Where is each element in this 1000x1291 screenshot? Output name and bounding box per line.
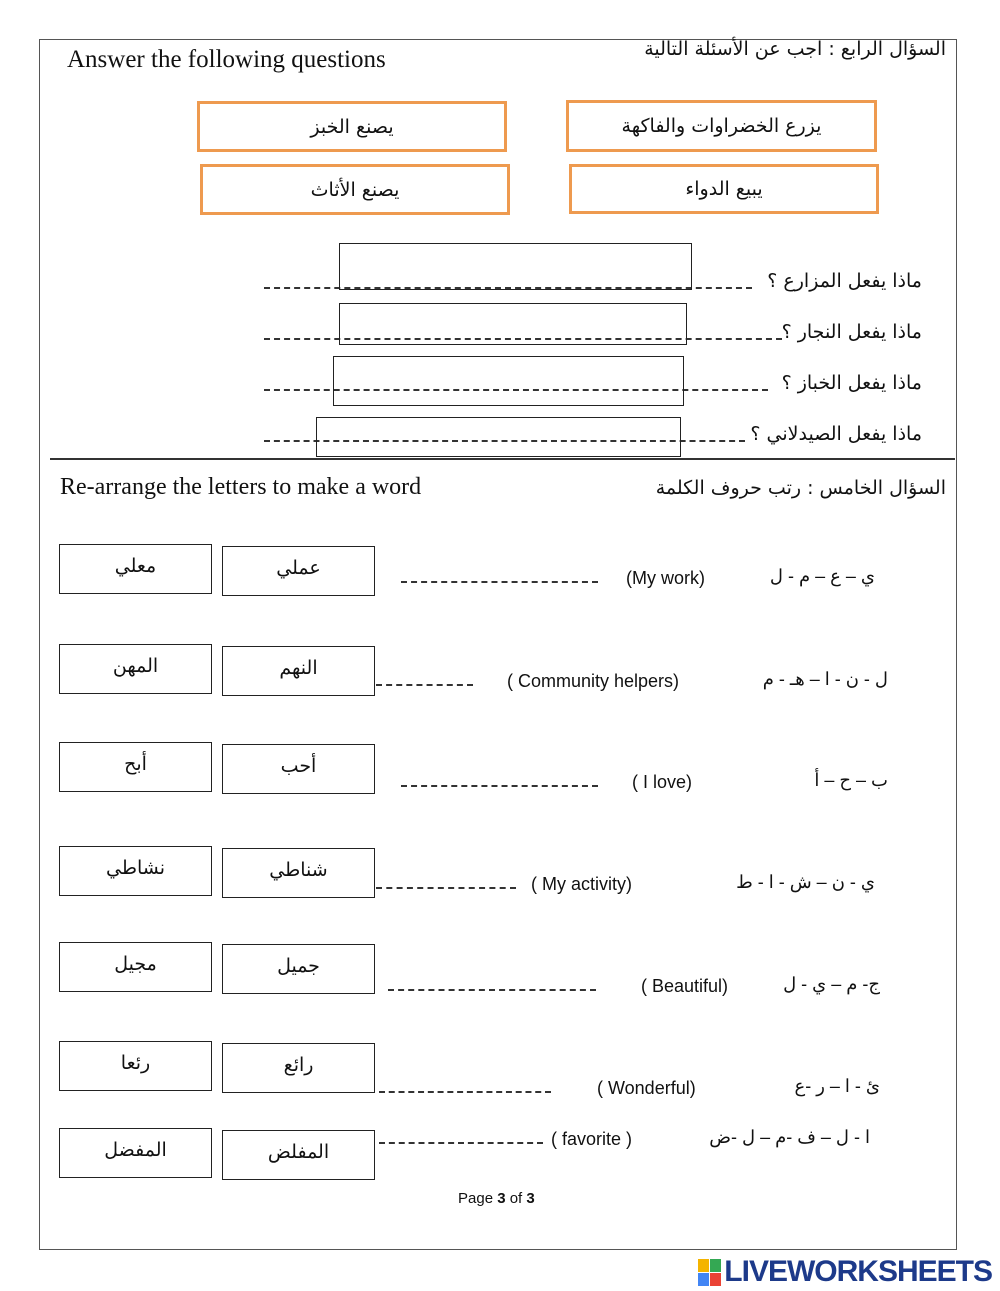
choice-b-5[interactable]: مجيل <box>59 942 212 992</box>
meaning-7: ( favorite ) <box>551 1129 633 1149</box>
answer-drop-box-1[interactable] <box>339 243 692 290</box>
page-of: of <box>505 1190 527 1207</box>
choice-b-2[interactable]: المهن <box>59 644 212 694</box>
page-current: 3 <box>497 1190 506 1207</box>
choice-a-5[interactable]: جميل <box>222 944 375 994</box>
answer-line-q5-5 <box>388 989 596 991</box>
answer-line-q5-6 <box>379 1091 551 1093</box>
logo-icon <box>698 1259 721 1286</box>
choice-b-7[interactable]: المفضل <box>59 1128 212 1178</box>
scrambled-letters-2: ل - ن - ا – هـ - م <box>762 669 888 689</box>
meaning-6: ( Wonderful) <box>597 1078 696 1098</box>
choice-a-6[interactable]: رائع <box>222 1043 375 1093</box>
answer-line-q5-1 <box>401 581 598 583</box>
choice-b-4[interactable]: نشاطي <box>59 846 212 896</box>
answer-line-q5-2 <box>376 684 473 686</box>
answer-line-q5-4 <box>376 887 516 889</box>
scrambled-letters-3: ب – ح – أ <box>814 770 888 790</box>
choice-b-6[interactable]: رئعا <box>59 1041 212 1091</box>
choice-a-2[interactable]: النهم <box>222 646 375 696</box>
scrambled-letters-4: ي - ن – ش - ا - ط <box>736 872 875 892</box>
question-3: ماذا يفعل الخباز ؟ <box>781 372 922 394</box>
scrambled-letters-1: ي – ع – م - ل <box>769 566 875 586</box>
q4-title-en: Answer the following questions <box>67 46 386 73</box>
section-divider <box>50 458 955 460</box>
option-pharmacist[interactable]: يبيع الدواء <box>569 164 879 214</box>
logo-text: LIVEWORKSHEETS <box>724 1255 992 1288</box>
option-baker[interactable]: يصنع الخبز <box>197 101 507 152</box>
question-4: ماذا يفعل الصيدلاني ؟ <box>750 423 922 445</box>
scrambled-letters-5: ج- م – ي - ل <box>783 974 880 994</box>
page-total: 3 <box>526 1190 535 1207</box>
liveworksheets-logo <box>698 1255 992 1289</box>
scrambled-letters-6: ئ - ا – ر -ع <box>794 1076 880 1096</box>
choice-a-4[interactable]: شناطي <box>222 848 375 898</box>
choice-a-7[interactable]: المفلض <box>222 1130 375 1180</box>
q5-title-en: Re-arrange the letters to make a word <box>60 474 422 500</box>
question-1: ماذا يفعل المزارع ؟ <box>767 270 922 292</box>
answer-line-q5-7 <box>379 1142 543 1144</box>
page-number <box>458 1190 535 1207</box>
answer-drop-box-3[interactable] <box>333 356 684 406</box>
answer-line-q5-3 <box>401 785 598 787</box>
question-2: ماذا يفعل النجار ؟ <box>781 321 922 343</box>
choice-a-3[interactable]: أحب <box>222 744 375 794</box>
choice-a-1[interactable]: عملي <box>222 546 375 596</box>
choice-b-3[interactable]: أبح <box>59 742 212 792</box>
meaning-5: ( Beautiful) <box>641 976 729 996</box>
page-prefix: Page <box>458 1190 498 1207</box>
answer-drop-box-2[interactable] <box>339 303 687 345</box>
meaning-3: ( I love) <box>632 772 693 792</box>
option-farmer[interactable]: يزرع الخضراوات والفاكهة <box>566 100 877 152</box>
scrambled-letters-7: ا - ل – ف -م – ل -ض <box>709 1127 870 1147</box>
meaning-1: (My work) <box>626 568 705 588</box>
option-carpenter[interactable]: يصنع الأثاث <box>200 164 510 215</box>
q4-title-ar: السؤال الرابع : اجب عن الأسئلة التالية <box>644 38 946 60</box>
answer-drop-box-4[interactable] <box>316 417 681 457</box>
q5-title-ar: السؤال الخامس : رتب حروف الكلمة <box>655 477 946 499</box>
meaning-2: ( Community helpers) <box>507 671 680 691</box>
choice-b-1[interactable]: معلي <box>59 544 212 594</box>
meaning-4: ( My activity) <box>531 874 632 894</box>
